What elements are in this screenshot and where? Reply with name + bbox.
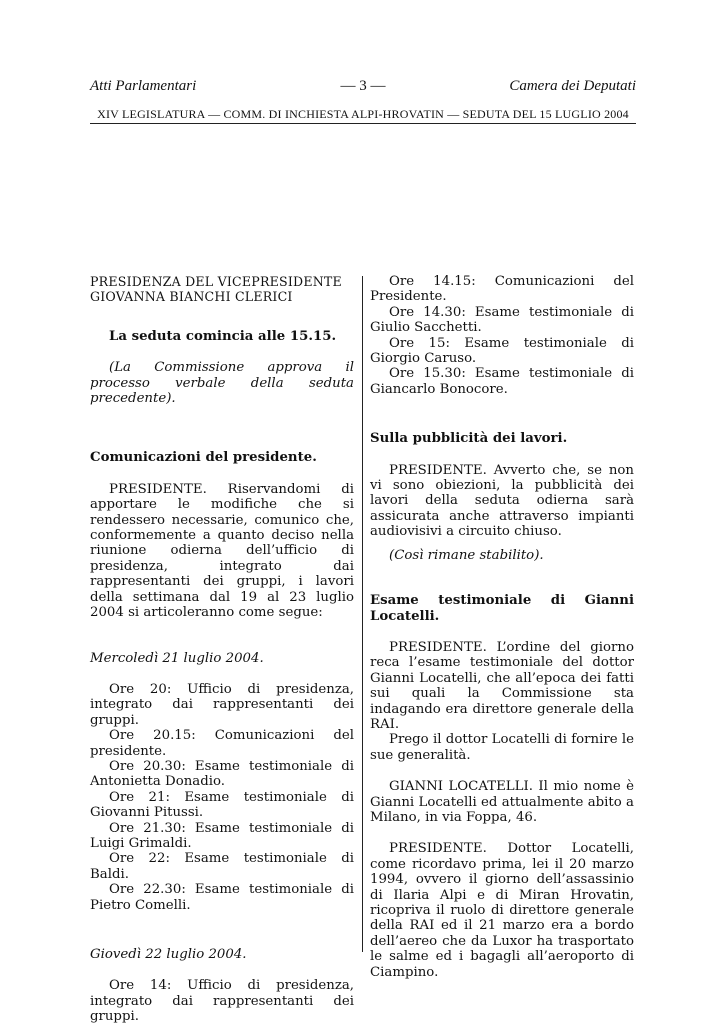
opening-line: La seduta comincia alle 15.15. [109, 328, 337, 344]
communications-text: PRESIDENTE. Riservandomi di apportare le modifiche che si rendessero necessarie, comunico che, conformemente a quanto deciso nella riunione odierna dell’ufficio di presidenza, integrato dai rappresentanti dei gruppi, i lavori della settimana dal 19 al 23 luglio 2004 si articoleranno come segue: [90, 481, 354, 621]
schedule-item: Ore 22: Esame testimoniale di Baldi. [90, 851, 354, 882]
column-divider [362, 276, 363, 952]
day-heading-thursday: Giovedì 22 luglio 2004. [90, 947, 247, 962]
right-column [370, 274, 634, 980]
schedule-item: Ore 21.30: Esame testimoniale di Luigi Grimaldi. [90, 820, 354, 851]
day-heading-wednesday: Mercoledì 21 luglio 2004. [90, 650, 264, 666]
schedule-item: Ore 20.15: Comunicazioni del presidente. [90, 728, 354, 759]
publicity-text: PRESIDENTE. Avverto che, se non vi sono obiezioni, la pubblicità dei lavori della seduta odierna sarà assicurata anche attraverso impianti audiovisivi a circuito chiuso. [370, 462, 634, 540]
schedule-item: Ore 14.30: Esame testimoniale di Giulio Sacchetti. [370, 304, 634, 336]
section-title-communications: Comunicazioni del presidente. [90, 450, 317, 466]
testimony-paragraph: PRESIDENTE. L’ordine del giorno reca l’esame testimoniale del dottor Gianni Locatelli, che all’epoca dei fatti sui quali la Commissione sta indagando era direttore generale della RAI. [370, 639, 634, 732]
header-subtitle: XIV LEGISLATURA — COMM. DI INCHIESTA ALPI-HROVATIN — SEDUTA DEL 15 LUGLIO 2004 [97, 107, 629, 121]
schedule-item: Ore 20: Ufficio di presidenza, integrato dai rappresentanti dei gruppi. [90, 681, 354, 728]
schedule-item: Ore 14.15: Comunicazioni del Presidente. [370, 274, 634, 305]
minutes-note: (La Commissione approva il processo verbale della seduta precedente). [90, 360, 354, 407]
testimony-paragraph: Prego il dottor Locatelli di fornire le sue generalità. [370, 732, 634, 763]
section-title-publicity: Sulla pubblicità dei lavori. [370, 431, 568, 447]
schedule-item: Ore 22.30: Esame testimoniale di Pietro Comelli. [90, 882, 354, 913]
schedule-item: Ore 21: Esame testimoniale di Giovanni Pitussi. [90, 789, 354, 821]
left-column [90, 274, 354, 1025]
section-title-testimony: Esame testimoniale di Gianni Locatelli. [370, 593, 634, 624]
presidency-line-2: GIOVANNA BIANCHI CLERICI [90, 289, 293, 305]
header-left: Atti Parlamentari [90, 78, 197, 94]
schedule-item: Ore 15: Esame testimoniale di Giorgio Caruso. [370, 335, 634, 367]
schedule-item: Ore 14: Ufficio di presidenza, integrato dai rappresentanti dei gruppi. [90, 978, 354, 1025]
presidency-line-1: PRESIDENZA DEL VICEPRESIDENTE [90, 274, 342, 289]
testimony-paragraph: PRESIDENTE. Dottor Locatelli, come ricordavo prima, lei il 20 marzo 1994, ovvero il giorno dell’assassinio di Ilaria Alpi e di Miran Hrovatin, ricopriva il ruolo di direttore generale della RAI ed il 21 marzo era a bordo dell’aereo che da Luxor ha trasportato le salme ed i bagagli all’aeroporto di Ciampino. [370, 841, 634, 980]
header-right: Camera dei Deputati [509, 78, 636, 94]
header-rule [90, 123, 636, 124]
running-header [90, 78, 636, 100]
testimony-paragraph: GIANNI LOCATELLI. Il mio nome è Gianni Locatelli ed attualmente abito a Milano, in via Foppa, 46. [370, 779, 634, 825]
page-number: — 3 — [340, 78, 386, 94]
schedule-item: Ore 15.30: Esame testimoniale di Giancarlo Bonocore. [370, 366, 634, 397]
publicity-note: (Così rimane stabilito). [389, 547, 544, 563]
schedule-item: Ore 20.30: Esame testimoniale di Antonietta Donadio. [90, 758, 354, 790]
